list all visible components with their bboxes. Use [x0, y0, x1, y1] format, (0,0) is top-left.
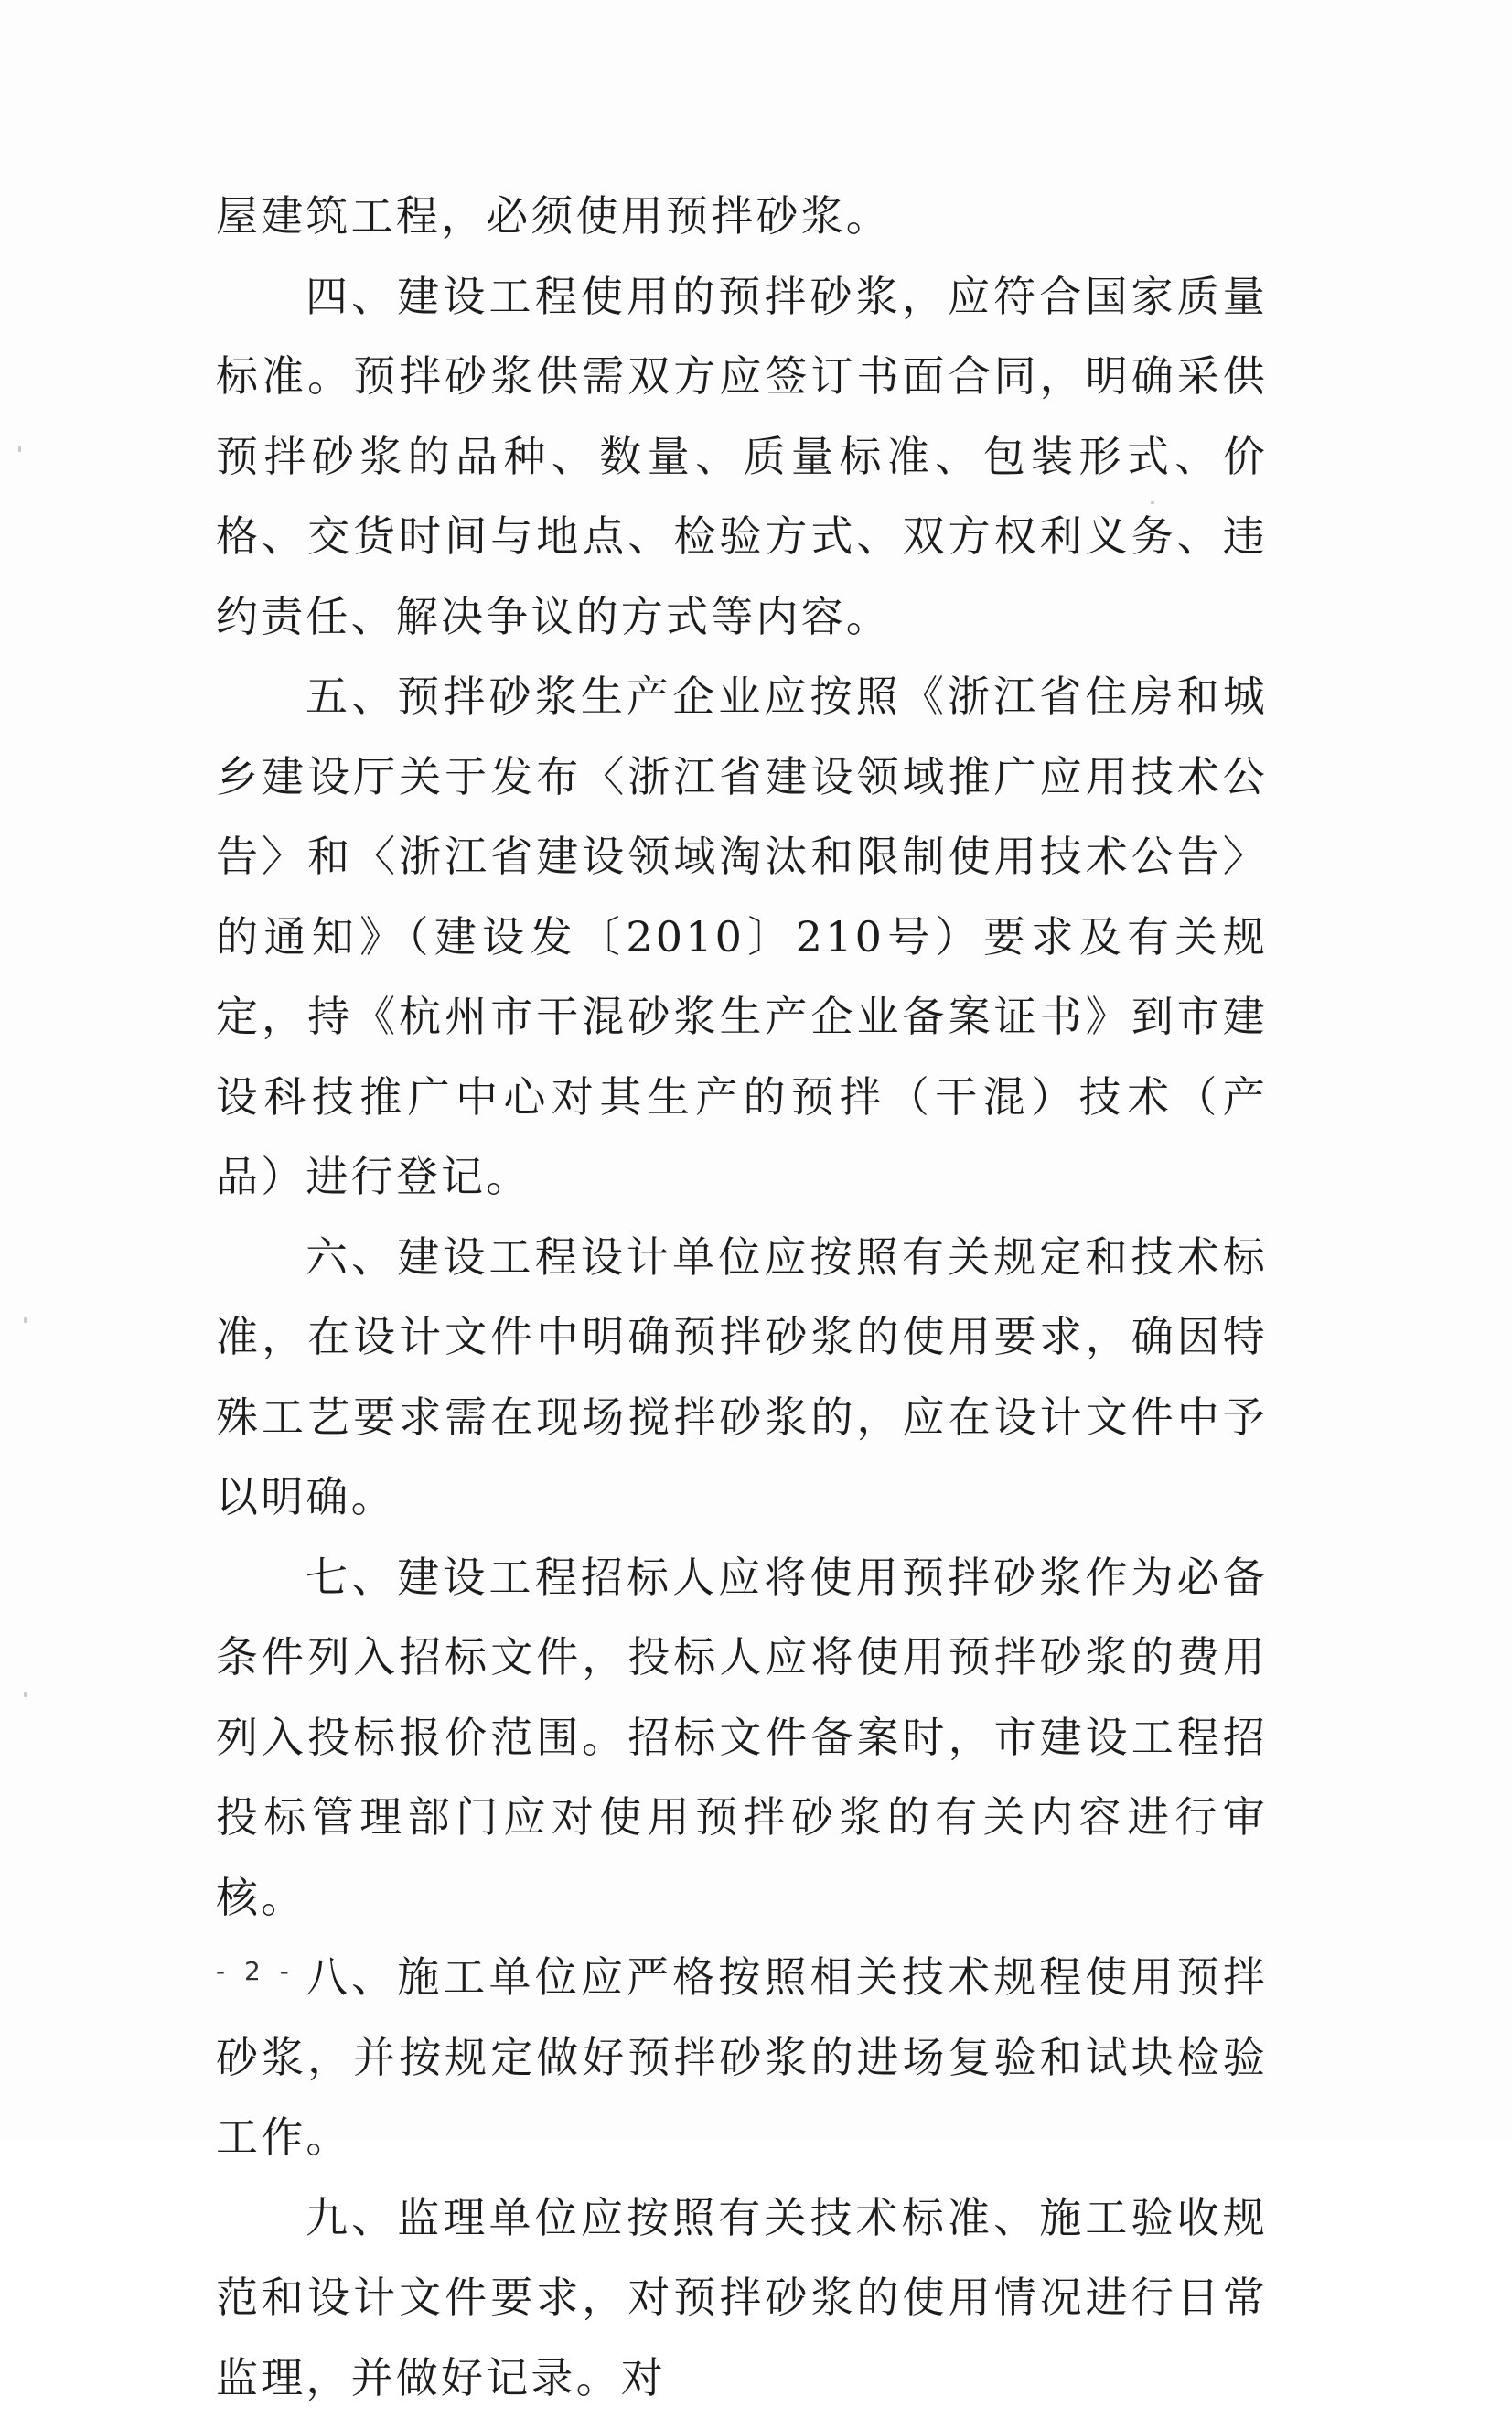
page-number: - 2 - — [216, 1956, 295, 1986]
paragraph-item-7: 七、建设工程招标人应将使用预拌砂浆作为必备条件列入招标文件，投标人应将使用预拌砂浆的费用列入投标报价范围。招标文件备案时，市建设工程招投标管理部门应对使用预拌砂浆的有关内容进行审核。 — [216, 1538, 1268, 1939]
paragraph-item-5: 五、预拌砂浆生产企业应按照《浙江省住房和城乡建设厅关于发布〈浙江省建设领域推广应用技术公告〉和〈浙江省建设领域淘汰和限制使用技术公告〉的通知》（建设发〔2010〕210号）要求及有关规定，持《杭州市干混砂浆生产企业备案证书》到市建设科技推广中心对其生产的预拌（干混）技术（产品）进行登记。 — [216, 657, 1268, 1218]
paragraph-item-8: 八、施工单位应严格按照相关技术规程使用预拌砂浆，并按规定做好预拌砂浆的进场复验和试块检验工作。 — [216, 1938, 1268, 2178]
paragraph-item-9: 九、监理单位应按照有关技术标准、施工验收规范和设计文件要求，对预拌砂浆的使用情况进行日常监理，并做好记录。对 — [216, 2178, 1268, 2418]
scan-speck — [24, 1692, 27, 1697]
paragraph-item-4: 四、建设工程使用的预拌砂浆，应符合国家质量标准。预拌砂浆供需双方应签订书面合同，明确采供预拌砂浆的品种、数量、质量标准、包装形式、价格、交货时间与地点、检验方式、双方权利义务、违约责任、解决争议的方式等内容。 — [216, 257, 1268, 658]
paragraph-continuation: 屋建筑工程，必须使用预拌砂浆。 — [216, 177, 1268, 257]
paragraph-item-6: 六、建设工程设计单位应按照有关规定和技术标准，在设计文件中明确预拌砂浆的使用要求，确因特殊工艺要求需在现场搅拌砂浆的，应在设计文件中予以明确。 — [216, 1218, 1268, 1538]
body-text — [216, 177, 1268, 2418]
scan-speck — [18, 446, 21, 452]
scan-speck — [24, 1317, 27, 1323]
scan-speck — [1151, 501, 1154, 504]
